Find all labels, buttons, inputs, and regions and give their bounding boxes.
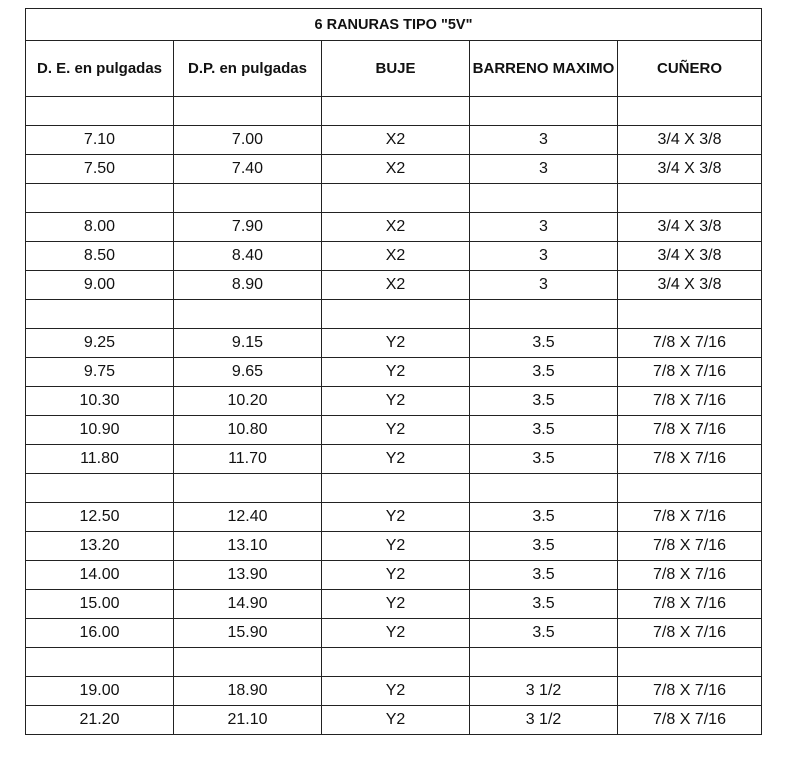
table-row — [26, 445, 762, 474]
empty-cell — [322, 184, 470, 213]
separator-row — [26, 474, 762, 503]
separator-row — [26, 300, 762, 329]
empty-cell — [322, 97, 470, 126]
cell-cunero: 7/8 X 7/16 — [618, 706, 762, 735]
cell-barreno: 3.5 — [470, 329, 618, 358]
cell-barreno: 3.5 — [470, 358, 618, 387]
empty-cell — [174, 648, 322, 677]
cell-cunero: 7/8 X 7/16 — [618, 416, 762, 445]
cell-buje: Y2 — [322, 445, 470, 474]
cell-barreno: 3.5 — [470, 590, 618, 619]
separator-row — [26, 97, 762, 126]
cell-dp: 7.40 — [174, 155, 322, 184]
table-row — [26, 271, 762, 300]
cell-barreno: 3.5 — [470, 416, 618, 445]
header-de: D. E. en pulgadas — [26, 41, 174, 97]
cell-de: 13.20 — [26, 532, 174, 561]
cell-de: 15.00 — [26, 590, 174, 619]
cell-cunero: 7/8 X 7/16 — [618, 503, 762, 532]
cell-buje: Y2 — [322, 329, 470, 358]
empty-cell — [174, 184, 322, 213]
empty-cell — [470, 300, 618, 329]
cell-dp: 9.15 — [174, 329, 322, 358]
cell-buje: X2 — [322, 126, 470, 155]
empty-cell — [322, 474, 470, 503]
cell-cunero: 7/8 X 7/16 — [618, 532, 762, 561]
header-dp: D.P. en pulgadas — [174, 41, 322, 97]
cell-dp: 21.10 — [174, 706, 322, 735]
header-buje: BUJE — [322, 41, 470, 97]
cell-buje: X2 — [322, 242, 470, 271]
cell-barreno: 3 — [470, 213, 618, 242]
cell-barreno: 3 1/2 — [470, 677, 618, 706]
table-row — [26, 358, 762, 387]
cell-barreno: 3 — [470, 126, 618, 155]
cell-dp: 8.40 — [174, 242, 322, 271]
cell-buje: Y2 — [322, 706, 470, 735]
cell-barreno: 3 1/2 — [470, 706, 618, 735]
empty-cell — [470, 474, 618, 503]
cell-cunero: 7/8 X 7/16 — [618, 358, 762, 387]
empty-cell — [470, 97, 618, 126]
cell-buje: X2 — [322, 155, 470, 184]
cell-buje: Y2 — [322, 358, 470, 387]
table-row — [26, 532, 762, 561]
cell-buje: Y2 — [322, 619, 470, 648]
empty-cell — [470, 184, 618, 213]
cell-barreno: 3.5 — [470, 619, 618, 648]
cell-barreno: 3.5 — [470, 445, 618, 474]
cell-dp: 9.65 — [174, 358, 322, 387]
cell-dp: 10.80 — [174, 416, 322, 445]
cell-de: 9.75 — [26, 358, 174, 387]
cell-cunero: 3/4 X 3/8 — [618, 271, 762, 300]
cell-de: 7.10 — [26, 126, 174, 155]
cell-barreno: 3 — [470, 155, 618, 184]
title-row — [26, 9, 762, 41]
table-row — [26, 329, 762, 358]
cell-buje: Y2 — [322, 387, 470, 416]
empty-cell — [618, 184, 762, 213]
empty-cell — [322, 648, 470, 677]
cell-de: 9.00 — [26, 271, 174, 300]
cell-cunero: 7/8 X 7/16 — [618, 387, 762, 416]
cell-cunero: 7/8 X 7/16 — [618, 590, 762, 619]
cell-dp: 15.90 — [174, 619, 322, 648]
cell-de: 8.00 — [26, 213, 174, 242]
cell-cunero: 7/8 X 7/16 — [618, 619, 762, 648]
empty-cell — [174, 97, 322, 126]
header-row — [26, 41, 762, 97]
cell-cunero: 7/8 X 7/16 — [618, 445, 762, 474]
separator-row — [26, 184, 762, 213]
table-row — [26, 126, 762, 155]
cell-dp: 14.90 — [174, 590, 322, 619]
cell-dp: 7.90 — [174, 213, 322, 242]
cell-buje: Y2 — [322, 416, 470, 445]
cell-de: 10.90 — [26, 416, 174, 445]
cell-de: 10.30 — [26, 387, 174, 416]
cell-cunero: 7/8 X 7/16 — [618, 329, 762, 358]
table-row — [26, 590, 762, 619]
cell-cunero: 7/8 X 7/16 — [618, 561, 762, 590]
cell-de: 8.50 — [26, 242, 174, 271]
cell-buje: Y2 — [322, 590, 470, 619]
cell-de: 9.25 — [26, 329, 174, 358]
cell-cunero: 3/4 X 3/8 — [618, 213, 762, 242]
cell-barreno: 3.5 — [470, 561, 618, 590]
empty-cell — [618, 300, 762, 329]
cell-dp: 18.90 — [174, 677, 322, 706]
cell-de: 16.00 — [26, 619, 174, 648]
cell-cunero: 3/4 X 3/8 — [618, 242, 762, 271]
table-row — [26, 706, 762, 735]
cell-de: 14.00 — [26, 561, 174, 590]
table-row — [26, 503, 762, 532]
empty-cell — [174, 474, 322, 503]
empty-cell — [618, 648, 762, 677]
header-barreno: BARRENO MAXIMO — [470, 41, 618, 97]
cell-cunero: 3/4 X 3/8 — [618, 155, 762, 184]
cell-dp: 8.90 — [174, 271, 322, 300]
table-row — [26, 619, 762, 648]
empty-cell — [26, 300, 174, 329]
empty-cell — [26, 474, 174, 503]
header-cunero: CUÑERO — [618, 41, 762, 97]
cell-dp: 13.90 — [174, 561, 322, 590]
cell-dp: 13.10 — [174, 532, 322, 561]
separator-row — [26, 648, 762, 677]
empty-cell — [26, 184, 174, 213]
cell-de: 12.50 — [26, 503, 174, 532]
cell-buje: Y2 — [322, 503, 470, 532]
cell-buje: X2 — [322, 213, 470, 242]
cell-de: 7.50 — [26, 155, 174, 184]
cell-de: 11.80 — [26, 445, 174, 474]
cell-buje: Y2 — [322, 561, 470, 590]
table-row — [26, 677, 762, 706]
table-row — [26, 416, 762, 445]
cell-barreno: 3.5 — [470, 387, 618, 416]
cell-barreno: 3 — [470, 242, 618, 271]
table-row — [26, 155, 762, 184]
cell-buje: X2 — [322, 271, 470, 300]
cell-de: 19.00 — [26, 677, 174, 706]
table-row — [26, 561, 762, 590]
table-body — [26, 97, 762, 735]
empty-cell — [174, 300, 322, 329]
empty-cell — [26, 648, 174, 677]
cell-dp: 11.70 — [174, 445, 322, 474]
cell-de: 21.20 — [26, 706, 174, 735]
cell-barreno: 3.5 — [470, 532, 618, 561]
cell-dp: 10.20 — [174, 387, 322, 416]
empty-cell — [618, 474, 762, 503]
cell-dp: 7.00 — [174, 126, 322, 155]
cell-cunero: 7/8 X 7/16 — [618, 677, 762, 706]
cell-barreno: 3 — [470, 271, 618, 300]
empty-cell — [618, 97, 762, 126]
cell-dp: 12.40 — [174, 503, 322, 532]
spec-table — [25, 8, 762, 735]
cell-cunero: 3/4 X 3/8 — [618, 126, 762, 155]
cell-buje: Y2 — [322, 532, 470, 561]
table-row — [26, 213, 762, 242]
cell-buje: Y2 — [322, 677, 470, 706]
empty-cell — [470, 648, 618, 677]
cell-barreno: 3.5 — [470, 503, 618, 532]
table-title: 6 RANURAS TIPO "5V" — [26, 9, 762, 41]
table-row — [26, 387, 762, 416]
empty-cell — [322, 300, 470, 329]
empty-cell — [26, 97, 174, 126]
table-row — [26, 242, 762, 271]
